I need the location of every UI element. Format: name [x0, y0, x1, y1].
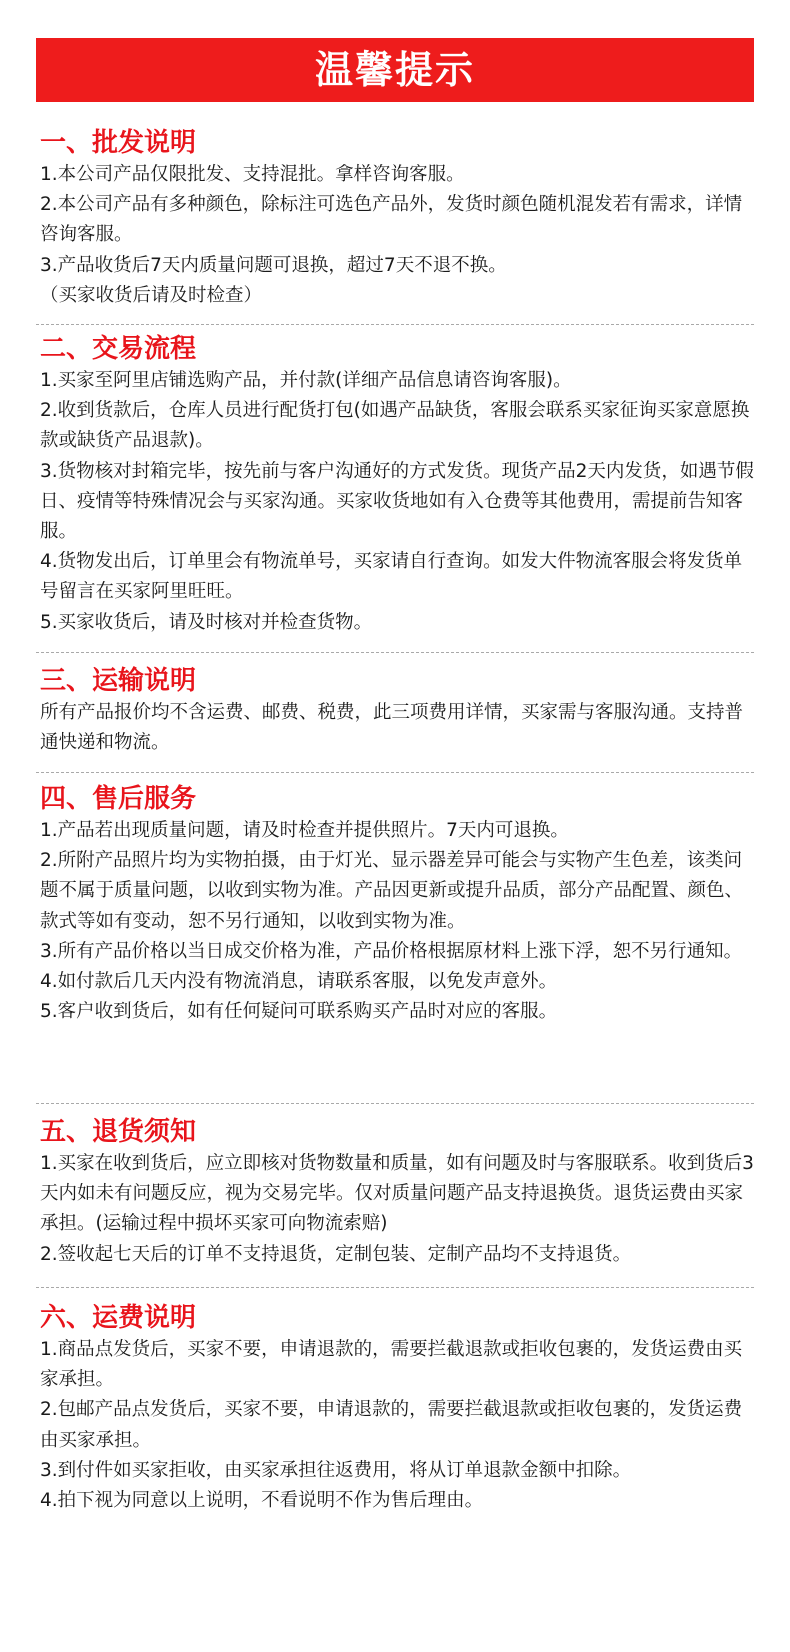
section-after-sales: [40, 782, 756, 1027]
section-paragraph: 3.产品收货后7天内质量问题可退换，超过7天不退不换。: [40, 254, 507, 276]
dashed-divider: [36, 324, 754, 325]
section-paragraph: 4.如付款后几天内没有物流消息，请联系客服，以免发声意外。: [40, 971, 558, 993]
section-paragraph: 3.货物核对封箱完毕，按先前与客户沟通好的方式发货。现货产品2天内发货，如遇节假日、疫情等特殊情况会与买家沟通。买家收货地如有入仓费等其他费用，需提前告知客服。: [40, 460, 754, 543]
dashed-divider: [36, 772, 754, 773]
section-paragraph: 3.到付件如买家拒收，由买家承担往返费用，将从订单退款金额中扣除。: [40, 1459, 632, 1481]
section-paragraph: 2.本公司产品有多种颜色，除标注可选色产品外，发货时颜色随机混发若有需求，详情咨询客服。: [40, 194, 743, 246]
section-paragraph: 1.产品若出现质量问题，请及时检查并提供照片。7天内可退换。: [40, 820, 569, 841]
section-paragraph: 4.货物发出后，订单里会有物流单号，买家请自行查询。如发大件物流客服会将发货单号留言在买家阿里旺旺。: [40, 551, 743, 603]
section-paragraph: 1.商品点发货后，买家不要，申请退款的，需要拦截退款或拒收包裹的，发货运费由买家承担。: [40, 1339, 743, 1391]
section-paragraph: （买家收货后请及时检查）: [40, 284, 263, 306]
section-paragraph: 5.买家收货后，请及时核对并检查货物。: [40, 611, 373, 633]
section-freight: [40, 1301, 756, 1516]
section-title: 六、运费说明: [40, 1303, 197, 1333]
dashed-divider: [36, 1287, 754, 1288]
section-paragraph: 5.客户收到货后，如有任何疑问可联系购买产品时对应的客服。: [40, 1001, 558, 1023]
page-title: 温馨提示: [314, 48, 475, 92]
section-trade-process: [40, 332, 756, 638]
section-paragraph: 2.签收起七天后的订单不支持退货，定制包装、定制产品均不支持退货。: [40, 1243, 632, 1265]
dashed-divider: [36, 652, 754, 653]
section-title: 四、售后服务: [40, 784, 197, 814]
section-paragraph: 2.包邮产品点发货后，买家不要，申请退款的，需要拦截退款或拒收包裹的，发货运费由买家承担。: [40, 1399, 743, 1451]
section-paragraph: 1.本公司产品仅限批发、支持混批。拿样咨询客服。: [40, 164, 465, 185]
section-paragraph: 2.收到货款后，仓库人员进行配货打包(如遇产品缺货，客服会联系买家征询买家意愿换款或缺货产品退款)。: [40, 400, 750, 452]
section-paragraph: 2.所附产品照片均为实物拍摄，由于灯光、显示器差异可能会与实物产生色差，该类问题不属于质量问题，以收到实物为准。产品因更新或提升品质，部分产品配置、颜色、款式等如有变动，恕不另行通知，以收到实物为准。: [40, 850, 744, 932]
section-title: 一、批发说明: [40, 128, 197, 158]
dashed-divider: [36, 1103, 754, 1104]
header-banner: [36, 38, 754, 102]
section-paragraph: 4.拍下视为同意以上说明，不看说明不作为售后理由。: [40, 1490, 484, 1512]
section-paragraph: 1.买家至阿里店铺选购产品，并付款(详细产品信息请咨询客服)。: [40, 370, 572, 391]
section-paragraph: 3.所有产品价格以当日成交价格为准，产品价格根据原材料上涨下浮，恕不另行通知。: [40, 940, 743, 962]
section-paragraph: 1.买家在收到货后，应立即核对货物数量和质量，如有问题及时与客服联系。收到货后3天内如未有问题反应，视为交易完毕。仅对质量问题产品支持退换货。退货运费由买家承担。(运输过程中损坏买家可向物流索赔): [40, 1153, 754, 1235]
section-returns: [40, 1115, 756, 1270]
section-wholesale: [40, 126, 756, 311]
section-title: 五、退货须知: [40, 1117, 197, 1147]
section-title: 二、交易流程: [40, 334, 197, 364]
section-paragraph: 所有产品报价均不含运费、邮费、税费，此三项费用详情，买家需与客服沟通。支持普通快递和物流。: [40, 702, 744, 754]
section-shipping: [40, 664, 756, 758]
section-title: 三、运输说明: [40, 666, 197, 696]
